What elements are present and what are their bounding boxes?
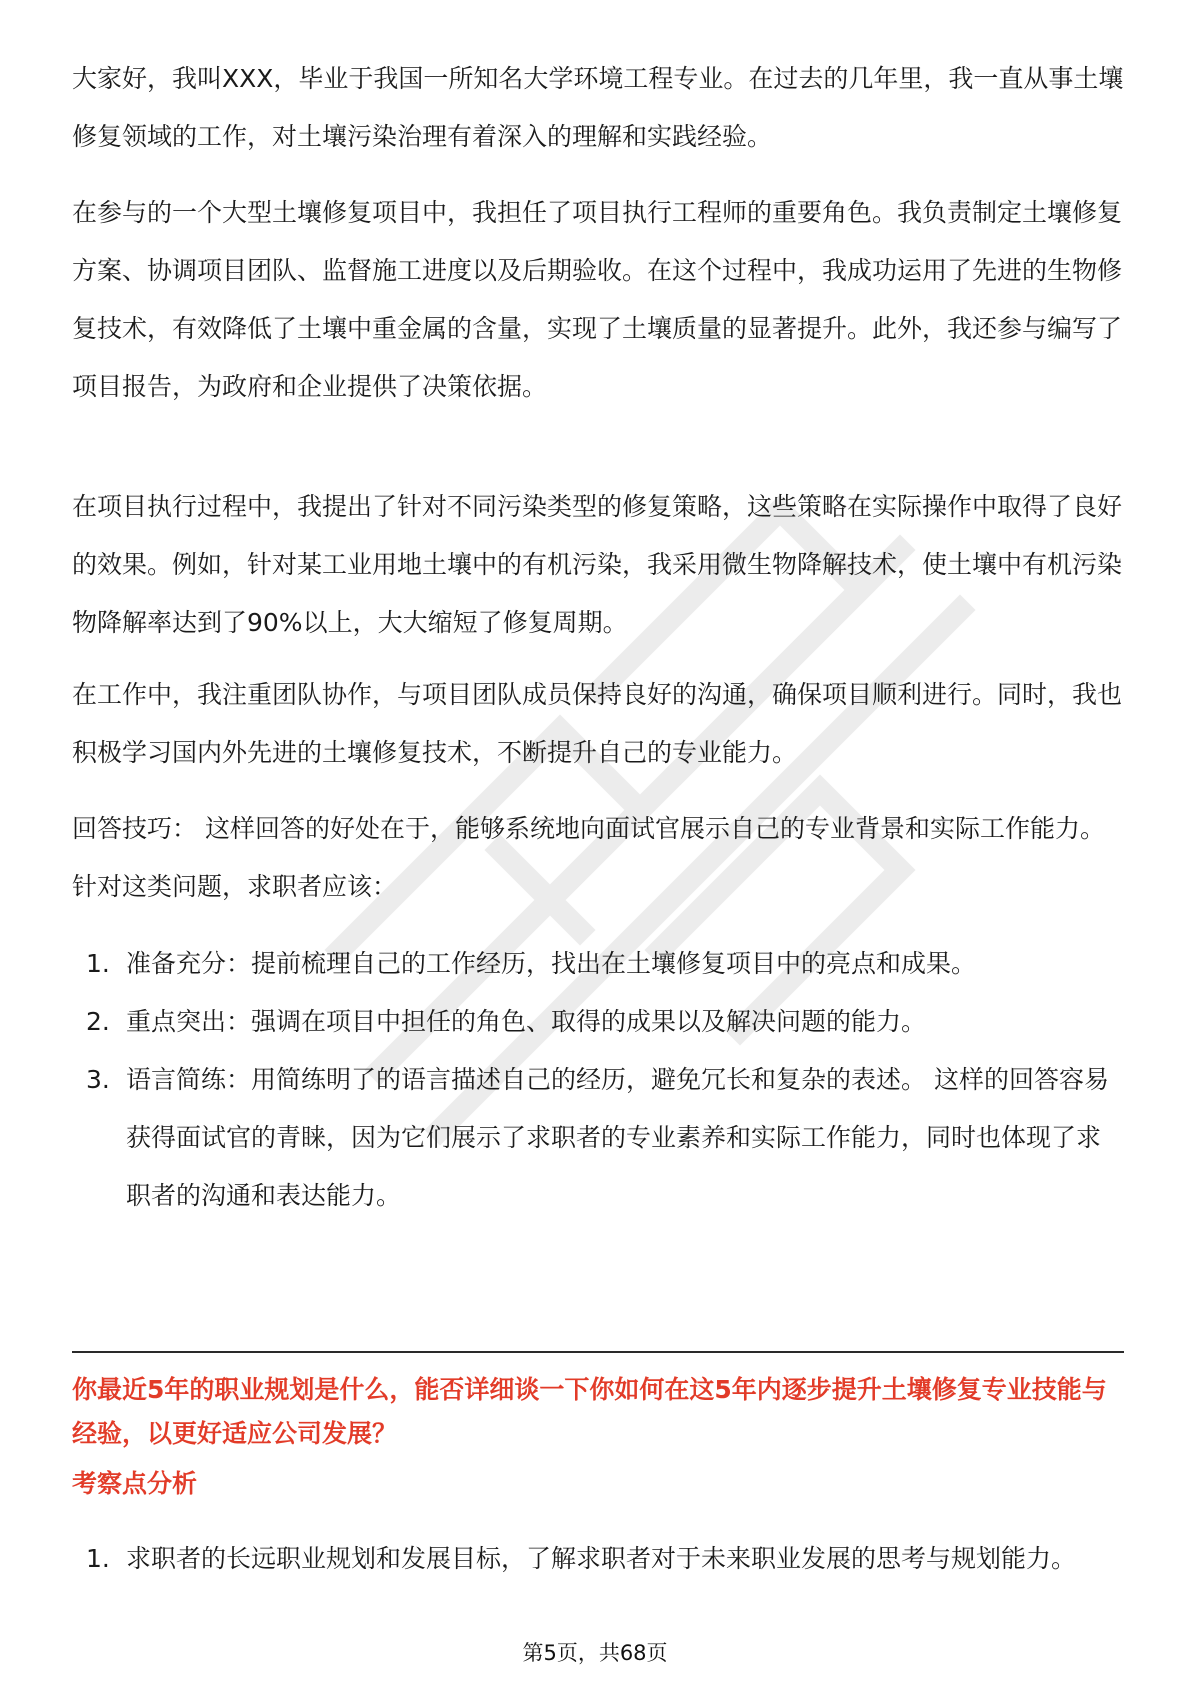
section-divider [72,1351,1124,1353]
analysis-heading: 考察点分析 [72,1469,198,1498]
list-item [72,935,1124,993]
list-item [72,993,1124,1051]
paragraph-intro: 大家好，我叫XXX，毕业于我国一所知名大学环境工程专业。在过去的几年里，我一直从事土壤修复领域的工作，对土壤污染治理有着深入的理解和实践经验。 [72,64,1124,151]
paragraph-teamwork: 在工作中，我注重团队协作，与项目团队成员保持良好的沟通，确保项目顺利进行。同时，我也积极学习国内外先进的土壤修复技术，不断提升自己的专业能力。 [72,680,1123,767]
list-number: 1. [86,949,110,978]
paragraph-project-role: 在参与的一个大型土壤修复项目中，我担任了项目执行工程师的重要角色。我负责制定土壤修复方案、协调项目团队、监督施工进度以及后期验收。在这个过程中，我成功运用了先进的生物修复技术，有效降低了土壤中重金属的含量，实现了土壤质量的显著提升。此外，我还参与编写了项目报告，为政府和企业提供了决策依据。 [72,198,1123,401]
paragraph-answer-tips: 回答技巧： 这样回答的好处在于，能够系统地向面试官展示自己的专业背景和实际工作能力。针对这类问题，求职者应该： [72,814,1105,901]
list-text: 语言简练：用简练明了的语言描述自己的经历，避免冗长和复杂的表述。 这样的回答容易获得面试官的青睐，因为它们展示了求职者的专业素养和实际工作能力，同时也体现了求职者的沟通和表达能力。 [126,1065,1109,1210]
analysis-list [72,1530,1124,1588]
list-number: 1. [86,1544,110,1573]
list-number: 2. [86,1007,110,1036]
list-text: 重点突出：强调在项目中担任的角色、取得的成果以及解决问题的能力。 [126,1007,927,1036]
list-item [72,1530,1124,1588]
page-number-footer: 第5页，共68页 [522,1641,668,1665]
list-number: 3. [86,1065,110,1094]
paragraph-strategy: 在项目执行过程中，我提出了针对不同污染类型的修复策略，这些策略在实际操作中取得了良好的效果。例如，针对某工业用地土壤中的有机污染，我采用微生物降解技术，使土壤中有机污染物降解率达到了90%以上，大大缩短了修复周期。 [72,492,1123,637]
list-item [72,1051,1124,1225]
tips-list [72,935,1124,1225]
interview-question: 你最近5年的职业规划是什么，能否详细谈一下你如何在这5年内逐步提升土壤修复专业技能与经验，以更好适应公司发展？ [72,1375,1107,1448]
list-text: 准备充分：提前梳理自己的工作经历，找出在土壤修复项目中的亮点和成果。 [126,949,977,978]
list-text: 求职者的长远职业规划和发展目标，了解求职者对于未来职业发展的思考与规划能力。 [126,1544,1077,1573]
